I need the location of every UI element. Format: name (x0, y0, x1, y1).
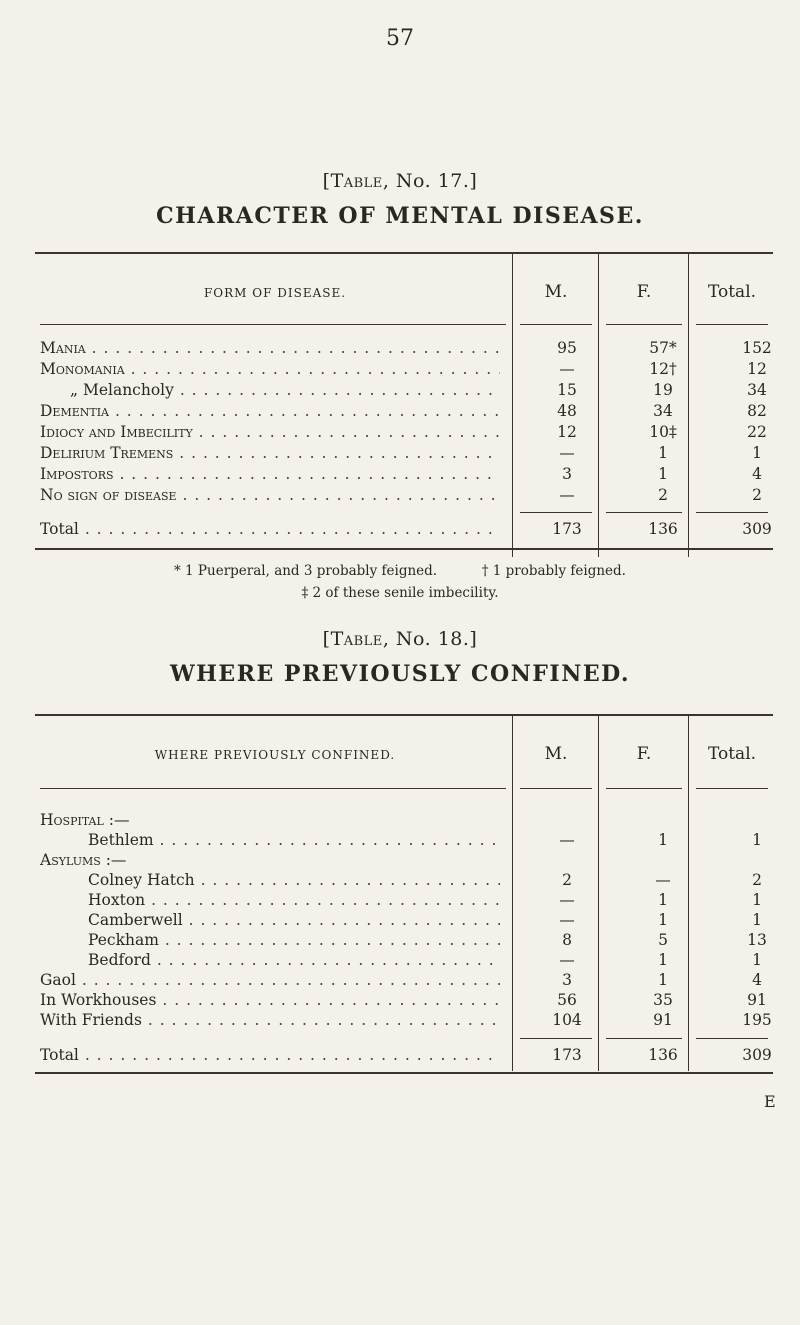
row-label: Hospital :— (40, 811, 130, 829)
table-18-header-rule-d (696, 788, 768, 789)
table-17-header-rule-d (696, 324, 768, 325)
total-total: 309 (742, 1046, 772, 1064)
table-row (40, 464, 765, 484)
row-m: 3 (562, 971, 572, 989)
row-label: Hoxton . . . (40, 890, 500, 910)
row-label: Colney Hatch . . . (40, 870, 500, 890)
table-row (40, 950, 765, 970)
table-18-header-m: M. (544, 744, 568, 764)
row-total: 12 (747, 360, 767, 378)
row-f: 1 (658, 911, 668, 929)
table-row (40, 910, 765, 930)
table-row (40, 485, 765, 505)
table-17-footnotes (0, 560, 800, 604)
row-label: With Friends . . . (40, 1010, 500, 1030)
row-label: Monomania . . . (40, 359, 500, 379)
row-m: 15 (557, 381, 577, 399)
row-label: „ Melancholy . . . (40, 380, 500, 400)
table-18-total-row (40, 1045, 772, 1065)
table-17-header-form: FORM OF DISEASE. (203, 286, 347, 300)
table-17-sum-rule-b (520, 512, 592, 513)
table-18-top-rule (35, 714, 773, 716)
row-f: 91 (653, 1011, 673, 1029)
table-18-header-where: WHERE PREVIOUSLY CONFINED. (154, 748, 396, 762)
table-18-header-f: F. (636, 744, 652, 764)
row-label: Dementia . . . (40, 401, 500, 421)
row-label: Bedford . . . (40, 950, 500, 970)
total-f: 136 (648, 1046, 678, 1064)
table-row (40, 1010, 772, 1030)
signature-mark: E (764, 1092, 776, 1111)
row-total: 152 (742, 339, 772, 357)
table-18-header-rule-a (40, 788, 506, 789)
table-row (40, 338, 772, 358)
table-row (40, 890, 765, 910)
row-m: — (559, 891, 575, 909)
row-m: 56 (557, 991, 577, 1009)
row-total: 2 (752, 871, 762, 889)
row-label: Gaol . . . (40, 970, 500, 990)
row-f: 5 (658, 931, 668, 949)
row-m: 8 (562, 931, 572, 949)
row-total: 195 (742, 1011, 772, 1029)
table-17-sum-rule-c (606, 512, 682, 513)
row-m: — (559, 444, 575, 462)
row-m: 104 (552, 1011, 582, 1029)
section-heading-asylums (40, 850, 765, 870)
section-heading-hospital (40, 810, 765, 830)
table-17-header-rule-c (606, 324, 682, 325)
table-18-bottom-rule (35, 1072, 773, 1074)
row-f: 12† (649, 360, 677, 378)
table-17-header-total: Total. (707, 282, 757, 302)
row-total: 1 (752, 951, 762, 969)
row-f: 1 (658, 831, 668, 849)
total-total: 309 (742, 520, 772, 538)
row-total: 13 (747, 931, 767, 949)
table-17-label (0, 170, 800, 192)
table-18-sum-rule-c (606, 1038, 682, 1039)
table-row (40, 870, 765, 890)
table-18-header-total: Total. (707, 744, 757, 764)
row-label: In Workhouses . . . (40, 990, 500, 1010)
table-row (40, 990, 765, 1010)
table-18-label-word: Table (330, 628, 383, 650)
row-f: 10‡ (649, 423, 677, 441)
table-18-header-rule-c (606, 788, 682, 789)
row-f: 35 (653, 991, 673, 1009)
table-row (40, 930, 765, 950)
row-total: 1 (752, 891, 762, 909)
row-m: 95 (557, 339, 577, 357)
table-17-total-row (40, 519, 772, 539)
row-m: 2 (562, 871, 572, 889)
row-f: 2 (658, 486, 668, 504)
row-label: Bethlem . . . (40, 830, 500, 850)
row-label: Delirium Tremens . . . (40, 443, 500, 463)
table-17-header-rule-a (40, 324, 506, 325)
table-18-title: WHERE PREVIOUSLY CONFINED. (169, 661, 631, 687)
row-f: — (655, 871, 671, 889)
total-f: 136 (648, 520, 678, 538)
row-total: 2 (752, 486, 762, 504)
row-f: 34 (653, 402, 673, 420)
table-17-header-m: M. (544, 282, 568, 302)
table-row (40, 443, 765, 463)
total-label: Total . . . (40, 1045, 500, 1065)
row-label: No sign of disease . . . (40, 485, 500, 505)
row-total: 1 (752, 911, 762, 929)
total-m: 173 (552, 520, 582, 538)
footnote-3: ‡ 2 of these senile imbecility. (301, 585, 499, 601)
row-total: 4 (752, 465, 762, 483)
table-17-bottom-rule (35, 548, 773, 550)
table-17-label-prefix: [ (322, 170, 331, 192)
row-m: — (559, 951, 575, 969)
row-total: 82 (747, 402, 767, 420)
table-17-label-word: Table (330, 170, 383, 192)
row-total: 34 (747, 381, 767, 399)
row-f: 1 (658, 444, 668, 462)
table-18-label-prefix: [ (322, 628, 331, 650)
row-total: 1 (752, 444, 762, 462)
row-m: 12 (557, 423, 577, 441)
row-total: 4 (752, 971, 762, 989)
row-total: 1 (752, 831, 762, 849)
row-total: 91 (747, 991, 767, 1009)
row-f: 1 (658, 951, 668, 969)
row-m: 48 (557, 402, 577, 420)
table-17-header-f: F. (636, 282, 652, 302)
table-17-top-rule (35, 252, 773, 254)
table-row (40, 422, 765, 442)
table-row (40, 359, 765, 379)
row-label: Impostors . . . (40, 464, 500, 484)
table-18-sum-rule-b (520, 1038, 592, 1039)
row-f: 57* (649, 339, 677, 357)
table-17-label-suffix: , No. 17.] (382, 170, 478, 192)
row-label: Asylums :— (40, 851, 127, 869)
table-17-sum-rule-d (696, 512, 768, 513)
row-m: — (559, 360, 575, 378)
row-f: 1 (658, 971, 668, 989)
row-m: — (559, 486, 575, 504)
total-label: Total . . . (40, 519, 500, 539)
page-number: 57 (386, 26, 414, 51)
table-18-label (0, 628, 800, 650)
row-m: 3 (562, 465, 572, 483)
row-f: 1 (658, 891, 668, 909)
table-17-header-rule-b (520, 324, 592, 325)
table-18-sum-rule-d (696, 1038, 768, 1039)
table-row (40, 830, 765, 850)
row-f: 19 (653, 381, 673, 399)
total-m: 173 (552, 1046, 582, 1064)
row-label: Camberwell . . . (40, 910, 500, 930)
footnote-1: * 1 Puerperal, and 3 probably feigned. (174, 563, 438, 579)
row-m: — (559, 831, 575, 849)
footnote-2: † 1 probably feigned. (481, 563, 626, 579)
table-row (40, 380, 765, 400)
table-row (40, 970, 765, 990)
row-f: 1 (658, 465, 668, 483)
row-label: Mania . . . (40, 338, 500, 358)
table-17-title: CHARACTER OF MENTAL DISEASE. (156, 203, 644, 229)
table-18-label-suffix: , No. 18.] (382, 628, 478, 650)
row-label: Peckham . . . (40, 930, 500, 950)
row-label: Idiocy and Imbecility . . . (40, 422, 500, 442)
row-m: — (559, 911, 575, 929)
table-18-header-rule-b (520, 788, 592, 789)
table-row (40, 401, 765, 421)
row-total: 22 (747, 423, 767, 441)
